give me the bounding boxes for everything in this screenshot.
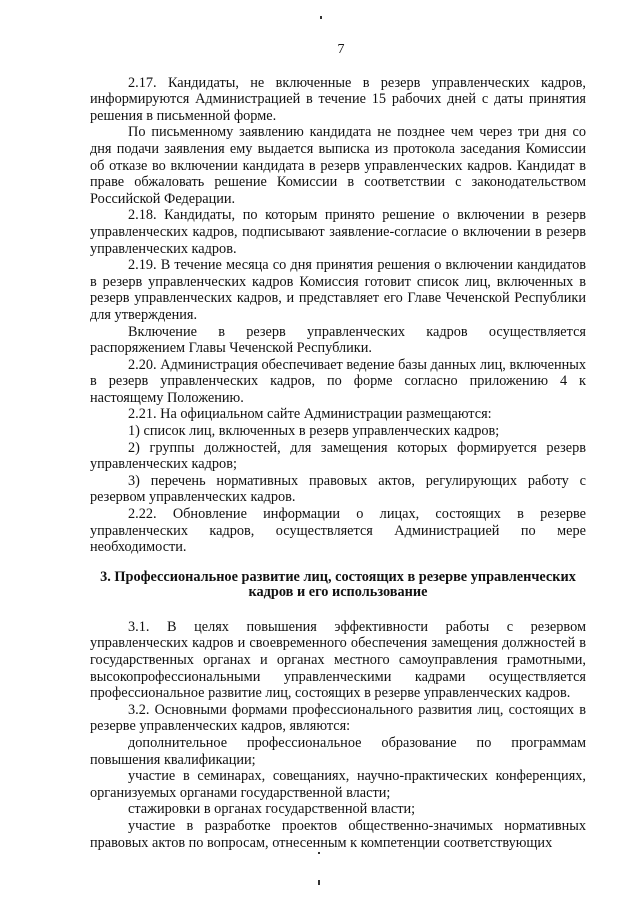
paragraph: По письменному заявлению кандидата не позднее чем через три дня со дня подачи заявления ему выдается выписка из протокола заседания Комиссии об отказе во включении кандидата в резерв управленческих кадров. Кандидат в праве обжаловать решение Комиссии в соответствии с законодательством Российской Федерации.	[90, 124, 586, 207]
paragraph: 2.20. Администрация обеспечивает ведение базы данных лиц, включенных в резерв управленческих кадров, по форме согласно приложению 4 к настоящему Положению.	[90, 356, 586, 406]
paragraph: 2.17. Кандидаты, не включенные в резерв управленческих кадров, информируются Администрацией в течение 15 рабочих дней с даты принятия решения в письменной форме.	[90, 74, 586, 124]
paragraph: Включение в резерв управленческих кадров осуществляется распоряжением Главы Чеченской Республики.	[90, 323, 586, 357]
list-item: 1) список лиц, включенных в резерв управленческих кадров;	[128, 423, 500, 440]
list-item: 2) группы должностей, для замещения которых формируется резерв управленческих кадров;	[90, 439, 586, 473]
scan-artifact-mark	[320, 16, 322, 19]
paragraph: 2.21. На официальном сайте Администрации размещаются:	[128, 406, 492, 423]
section-heading: 3. Профессиональное развитие лиц, состоящих в резерве управленческих кадров и его использование	[100, 568, 576, 601]
list-item: дополнительное профессиональное образование по программам повышения квалификации;	[90, 734, 586, 768]
body-text-bottom	[90, 619, 586, 851]
paragraph: 2.22. Обновление информации о лицах, состоящих в резерве управленческих кадров, осуществляется Администрацией по мере необходимости.	[90, 506, 586, 556]
list-item: участие в семинарах, совещаниях, научно-практических конференциях, организуемых органами государственной власти;	[90, 768, 586, 801]
list-item: участие в разработке проектов общественно-значимых нормативных правовых актов по вопросам, отнесенным к компетенции соответствующих	[90, 817, 586, 851]
paragraph: 3.2. Основными формами профессионального развития лиц, состоящих в резерве управленческих кадров, являются:	[90, 701, 586, 735]
scan-artifact-mark	[318, 880, 320, 885]
list-item: 3) перечень нормативных правовых актов, регулирующих работу с резервом управленческих кадров.	[90, 472, 586, 506]
body-text-top	[90, 75, 586, 556]
paragraph: 2.19. В течение месяца со дня принятия решения о включении кандидатов в резерв управленческих кадров Комиссия готовит список лиц, включенных в резерв управленческих кадров, и представляет его Главе Чеченской Республики для утверждения.	[90, 257, 586, 323]
paragraph: 2.18. Кандидаты, по которым принято решение о включении в резерв управленческих кадров, подписывают заявление-согласие о включении в резерв управленческих кадров.	[90, 207, 586, 257]
page-number: 7	[337, 42, 345, 57]
list-item: стажировки в органах государственной власти;	[128, 801, 416, 818]
scan-artifact-mark	[318, 852, 320, 854]
paragraph: 3.1. В целях повышения эффективности работы с резервом управленческих кадров и своевременного обеспечения замещения должностей в государственных органах и органах местного самоуправления грамотными, высокопрофессиональными управленческими кадрами осуществляется профессиональное развитие лиц, состоящих в резерве управленческих кадров.	[90, 618, 586, 702]
